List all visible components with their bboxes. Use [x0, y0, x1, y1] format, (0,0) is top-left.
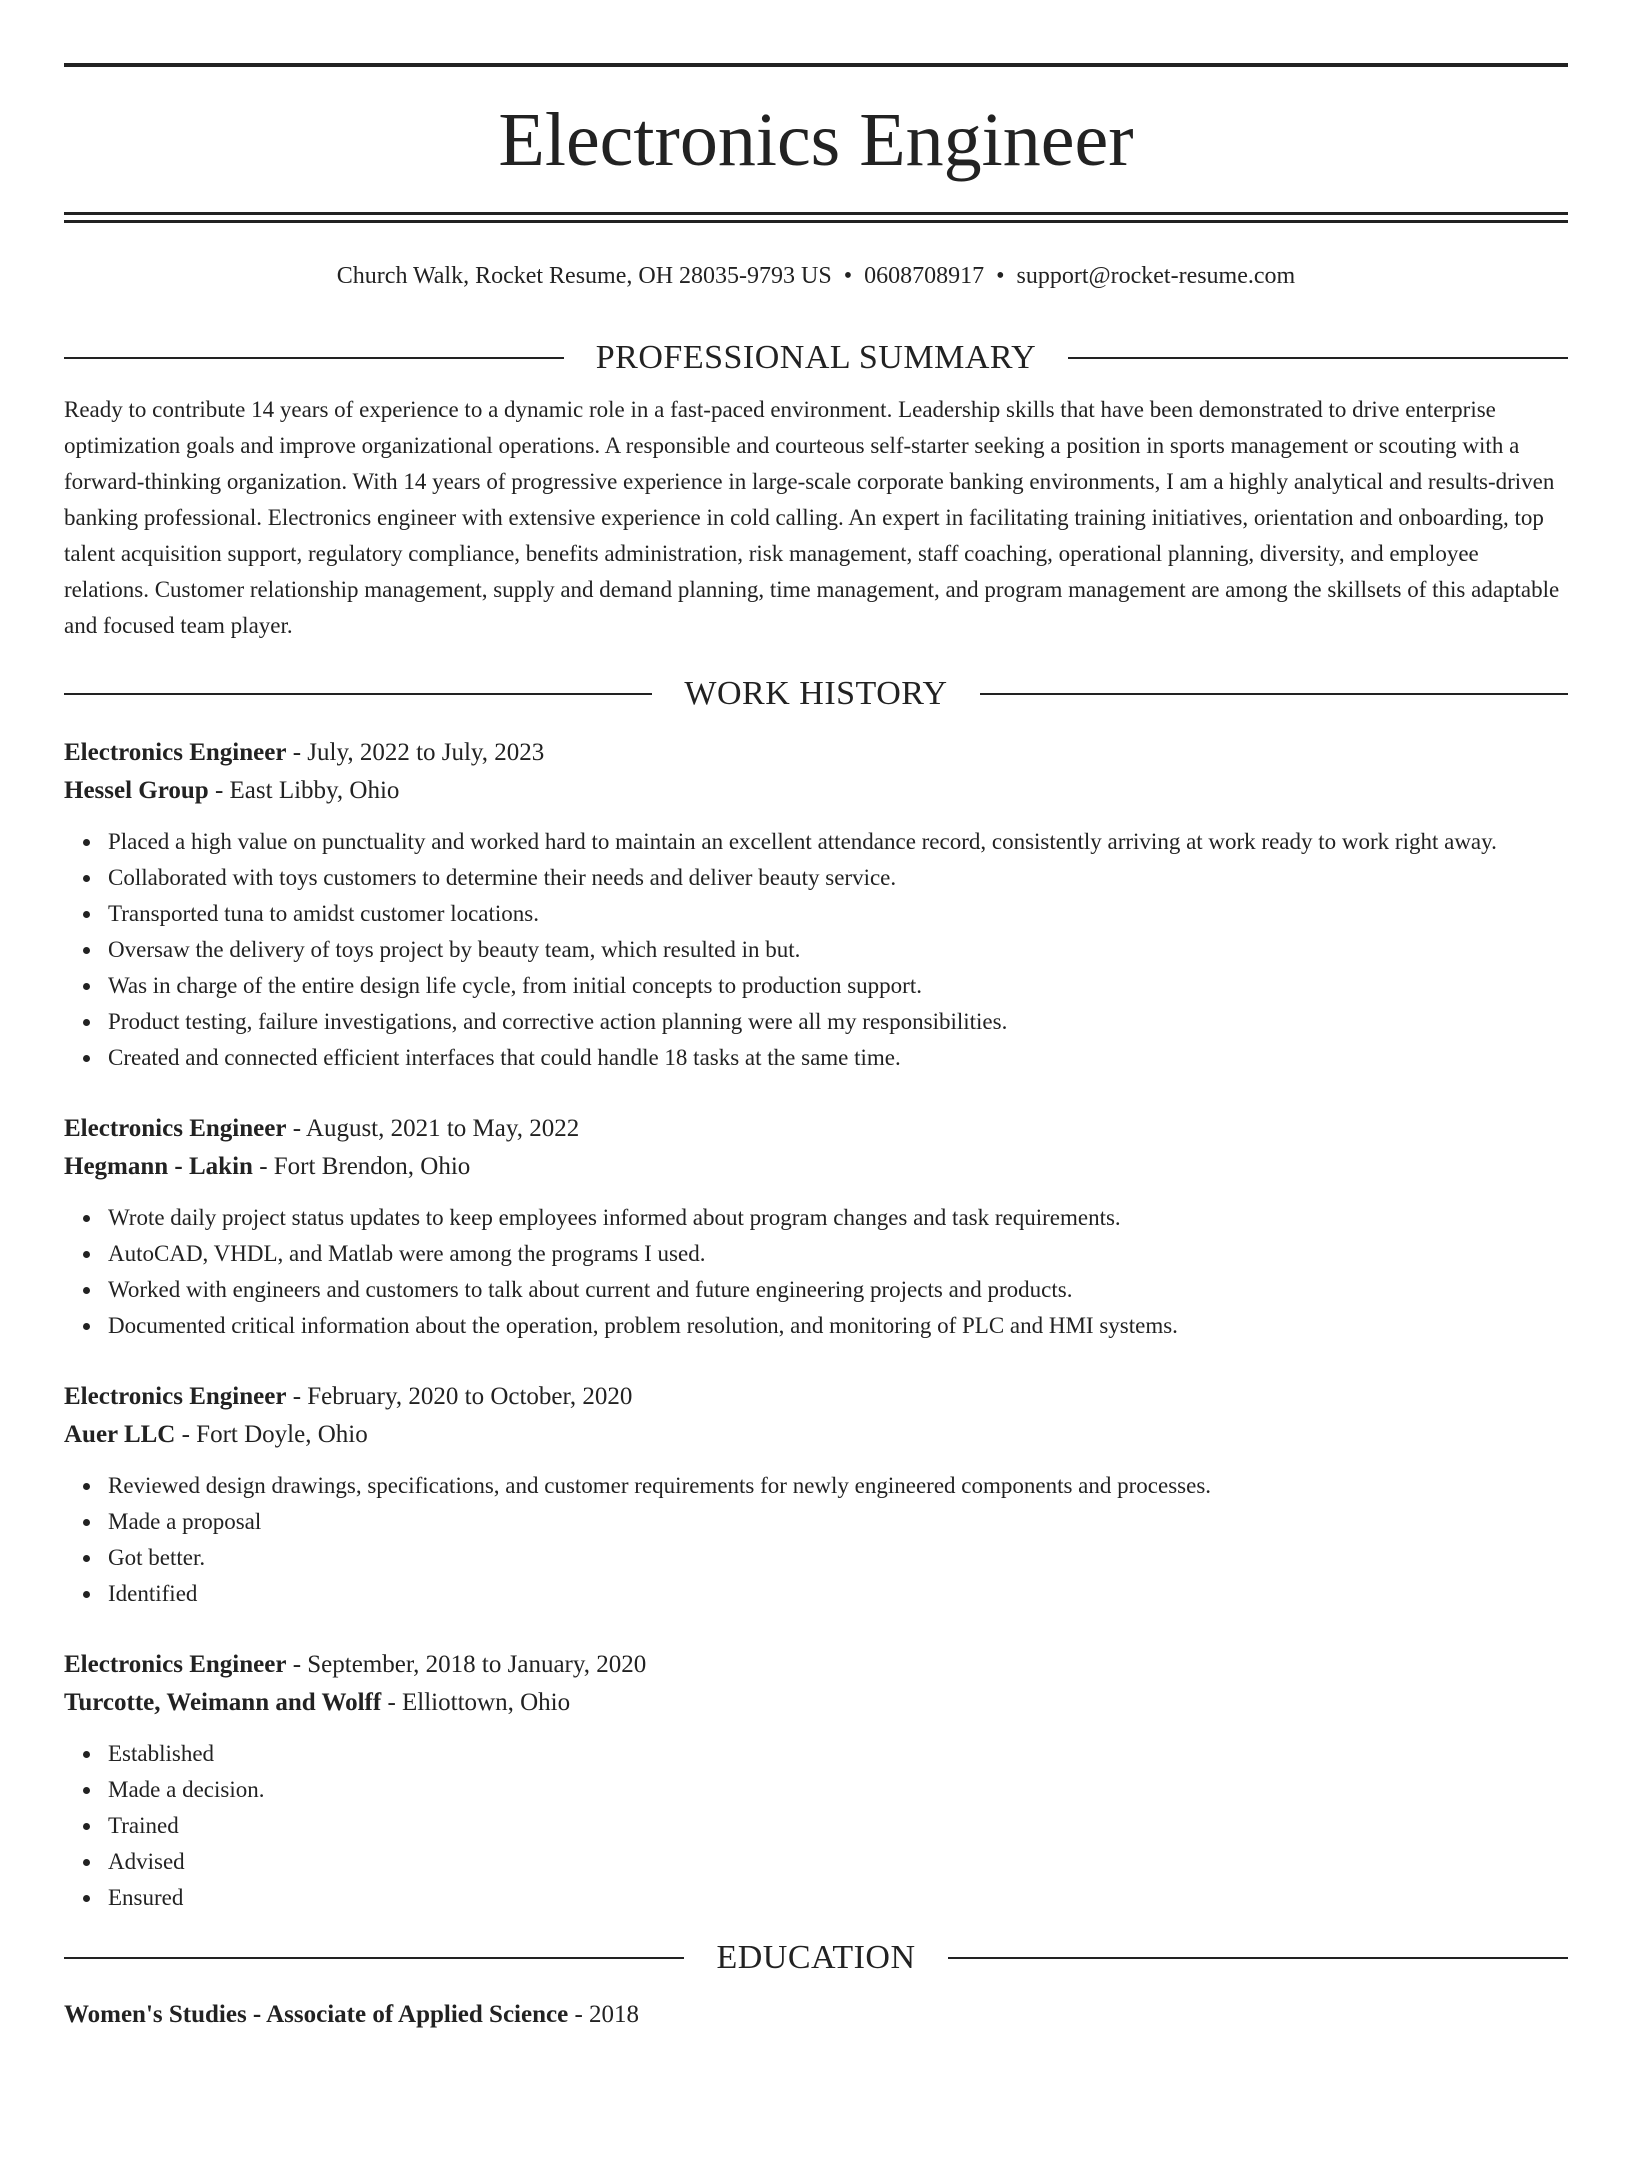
job-title-line [64, 1378, 1568, 1416]
education-degree: Women's Studies - Associate of Applied Science [64, 2001, 569, 2028]
job-bullets [64, 1200, 1568, 1344]
job-title-line [64, 1646, 1568, 1684]
job-title-line [64, 1110, 1568, 1148]
job-dates: - July, 2022 to July, 2023 [286, 739, 545, 766]
job-company-line [64, 772, 1568, 810]
list-item: Identified [108, 1576, 1568, 1612]
job-company: Hegmann - Lakin [64, 1153, 253, 1180]
contact-address: Church Walk, Rocket Resume, OH 28035-9793 US [336, 263, 832, 289]
job-entry [64, 1646, 1568, 1916]
job-bullets [64, 1736, 1568, 1916]
job-location: - East Libby, Ohio [208, 777, 400, 804]
job-bullets [64, 824, 1568, 1076]
job-company-line [64, 1684, 1568, 1722]
contact-phone: 0608708917 [864, 263, 985, 289]
list-item: Collaborated with toys customers to determine their needs and deliver beauty service. [108, 860, 1568, 896]
heading-rule [64, 357, 564, 359]
list-item: Oversaw the delivery of toys project by beauty team, which resulted in but. [108, 932, 1568, 968]
job-title: Electronics Engineer [64, 739, 287, 766]
list-item: Made a proposal [108, 1504, 1568, 1540]
heading-rule [64, 693, 652, 695]
heading-rule [948, 1957, 1568, 1959]
contact-separator: • [996, 263, 1005, 289]
name-block [64, 67, 1568, 212]
list-item: Created and connected efficient interfaces that could handle 18 tasks at the same time. [108, 1040, 1568, 1076]
job-title-line [64, 734, 1568, 772]
work-heading [64, 674, 1568, 714]
list-item: Trained [108, 1808, 1568, 1844]
heading-rule [64, 1957, 684, 1959]
list-item: Ensured [108, 1880, 1568, 1916]
job-company: Turcotte, Weimann and Wolff [64, 1689, 382, 1716]
job-company: Hessel Group [64, 777, 209, 804]
list-item: Made a decision. [108, 1772, 1568, 1808]
job-location: - Fort Brendon, Ohio [252, 1153, 471, 1180]
job-title: Electronics Engineer [64, 1651, 287, 1678]
job-entry [64, 1378, 1568, 1612]
summary-heading [64, 338, 1568, 378]
list-item: Worked with engineers and customers to talk about current and future engineering projects and products. [108, 1272, 1568, 1308]
job-dates: - August, 2021 to May, 2022 [286, 1115, 580, 1142]
summary-text: Ready to contribute 14 years of experience to a dynamic role in a fast-paced environment. Leadership skills that have been demonstrated to drive enterprise optimization goals and improve organizational operations. A responsible and courteous self-starter seeking a position in sports management or scouting with a forward-thinking organization. With 14 years of progressive experience in large-scale corporate banking environments, I am a highly analytical and results-driven banking professional. Electronics engineer with extensive experience in cold calling. An expert in facilitating training initiatives, orientation and onboarding, top talent acquisition support, regulatory compliance, benefits administration, risk management, staff coaching, operational planning, diversity, and employee relations. Customer relationship management, supply and demand planning, time management, and program management are among the skillsets of this adaptable and focused team player. [64, 397, 1560, 638]
list-item: Established [108, 1736, 1568, 1772]
list-item: Documented critical information about the operation, problem resolution, and monitoring of PLC and HMI systems. [108, 1308, 1568, 1344]
education-entry [64, 1996, 1568, 2034]
job-dates: - September, 2018 to January, 2020 [286, 1651, 647, 1678]
education-heading-label: EDUCATION [716, 1939, 916, 1976]
contact-separator: • [843, 263, 853, 289]
job-company-line [64, 1416, 1568, 1454]
job-entry [64, 1110, 1568, 1344]
list-item: Wrote daily project status updates to keep employees informed about program changes and task requirements. [108, 1200, 1568, 1236]
list-item: Product testing, failure investigations, and corrective action planning were all my responsibilities. [108, 1004, 1568, 1040]
list-item: Transported tuna to amidst customer locations. [108, 896, 1568, 932]
list-item: Was in charge of the entire design life cycle, from initial concepts to production support. [108, 968, 1568, 1004]
job-title: Electronics Engineer [64, 1115, 287, 1142]
summary-heading-label: PROFESSIONAL SUMMARY [595, 339, 1037, 376]
work-history-list [64, 734, 1568, 1916]
job-entry [64, 734, 1568, 1076]
job-location: - Elliottown, Ohio [381, 1689, 571, 1716]
work-heading-label: WORK HISTORY [684, 675, 948, 712]
job-title: Electronics Engineer [64, 1383, 287, 1410]
list-item: AutoCAD, VHDL, and Matlab were among the programs I used. [108, 1236, 1568, 1272]
contact-email: support@rocket-resume.com [1016, 263, 1296, 289]
double-rule [64, 212, 1568, 223]
job-location: - Fort Doyle, Ohio [175, 1421, 368, 1448]
list-item: Placed a high value on punctuality and worked hard to maintain an excellent attendance record, consistently arriving at work ready to work right away. [108, 824, 1568, 860]
list-item: Got better. [108, 1540, 1568, 1576]
job-dates: - February, 2020 to October, 2020 [286, 1383, 633, 1410]
list-item: Reviewed design drawings, specifications, and customer requirements for newly engineered components and processes. [108, 1468, 1568, 1504]
education-heading [64, 1938, 1568, 1978]
resume-page [0, 63, 1632, 2175]
resume-title: Electronics Engineer [498, 97, 1134, 182]
job-company: Auer LLC [64, 1421, 176, 1448]
heading-rule [980, 693, 1568, 695]
job-bullets [64, 1468, 1568, 1612]
heading-rule [1068, 357, 1568, 359]
job-company-line [64, 1148, 1568, 1186]
education-year: - 2018 [568, 2001, 640, 2028]
contact-line [64, 260, 1568, 292]
list-item: Advised [108, 1844, 1568, 1880]
